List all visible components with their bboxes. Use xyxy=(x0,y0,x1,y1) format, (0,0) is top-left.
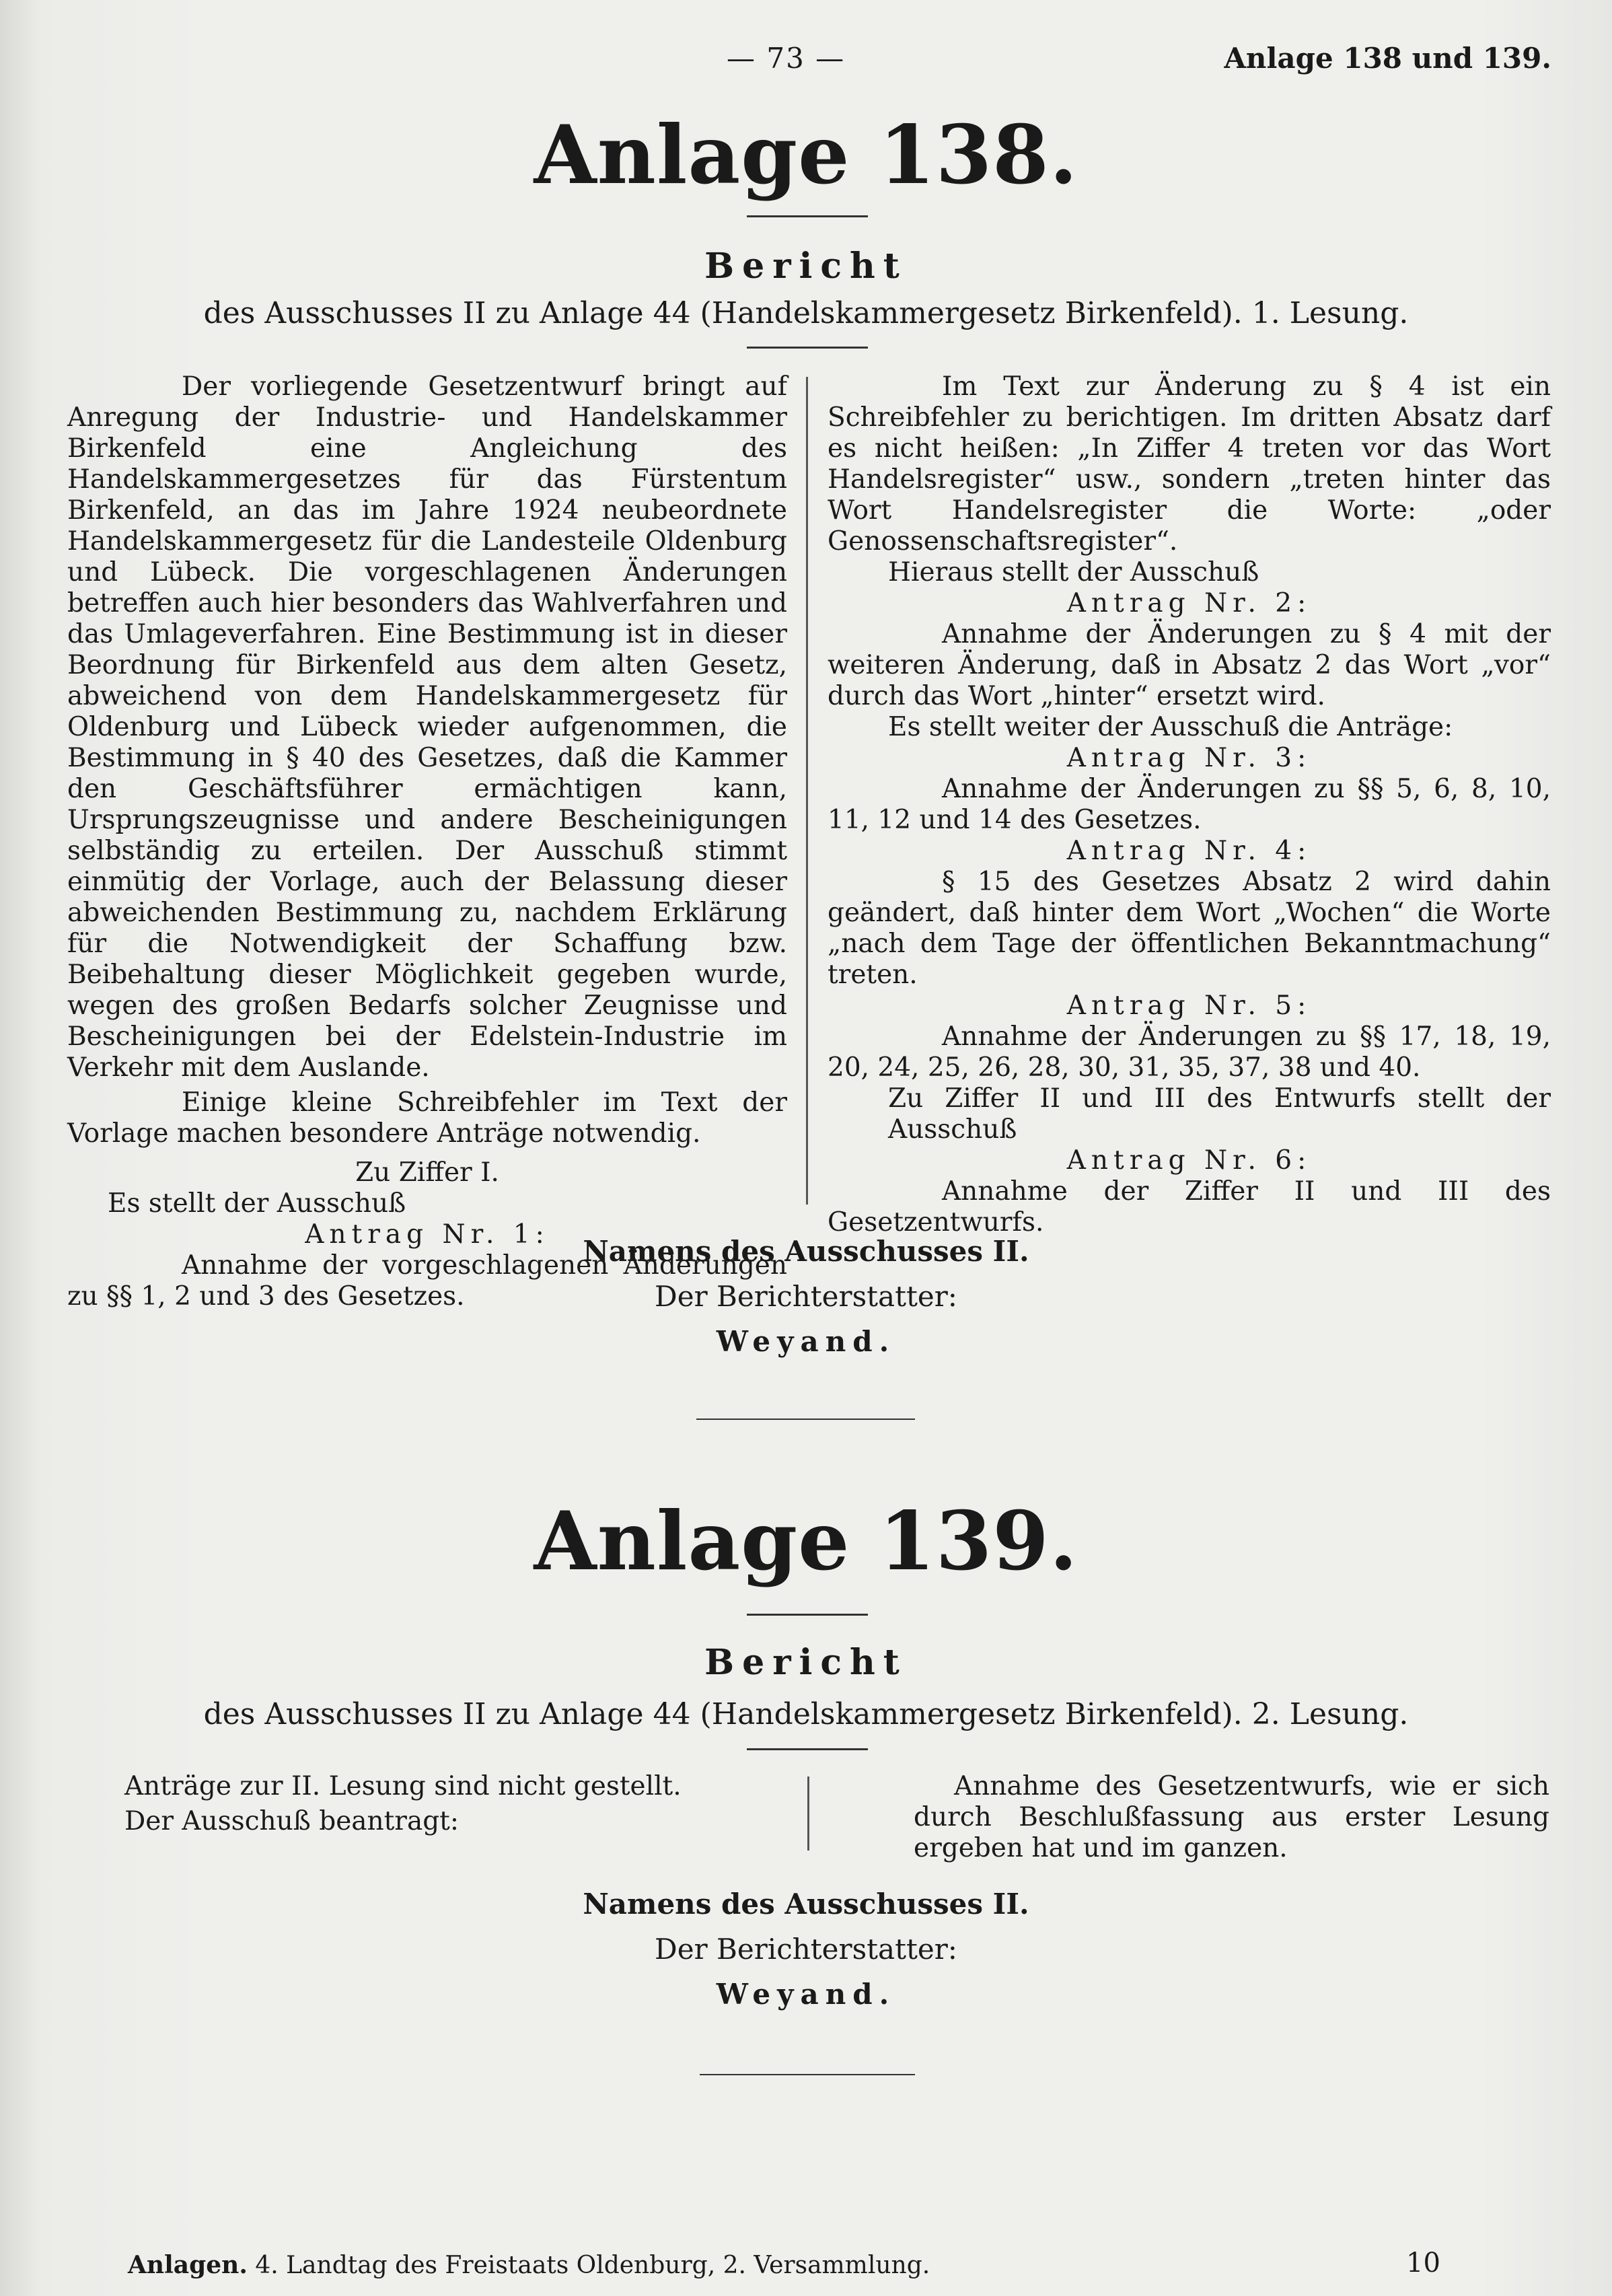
title-rule xyxy=(747,1614,868,1616)
antrag-text: Annahme der Änderungen zu § 4 mit der weiteren Änderung, daß in Absatz 2 das Wort „vor“ durch das Wort „hinter“ ersetzt wird. xyxy=(828,619,1551,711)
section-separator xyxy=(696,1419,915,1420)
subtitle-rule xyxy=(747,1748,868,1750)
paragraph: Der Ausschuß beantragt: xyxy=(124,1806,459,1836)
signature-namens: Namens des Ausschusses II. xyxy=(583,1235,1029,1268)
anlage-139-left-column xyxy=(124,1771,791,1837)
paragraph: Annahme des Gesetzentwurfs, wie er sich durch Beschlußfassung aus erster Lesung ergeben hat und im ganzen. xyxy=(914,1771,1549,1863)
footer-text: 4. Landtag des Freistaats Oldenburg, 2. Versammlung. xyxy=(255,2252,930,2279)
paragraph: Es stellt der Ausschuß xyxy=(108,1188,406,1219)
page-number: — 73 — xyxy=(727,42,846,75)
signature-role: Der Berichterstatter: xyxy=(655,1280,957,1313)
subtitle-rule xyxy=(747,347,868,349)
footer-label: Anlagen. xyxy=(128,2251,248,2279)
antrag-heading: Antrag Nr. 5: xyxy=(1066,991,1312,1021)
antrag-text: Annahme der Änderungen zu §§ 17, 18, 19, 20, 24, 25, 26, 28, 30, 31, 35, 37, 38 und 40. xyxy=(828,1021,1551,1083)
anlage-138-left-column xyxy=(67,371,787,1312)
signature-role: Der Berichterstatter: xyxy=(655,1933,957,1966)
antrag-heading: Antrag Nr. 3: xyxy=(1066,743,1312,773)
running-title: Anlage 138 und 139. xyxy=(1224,42,1551,75)
antrag-heading: Antrag Nr. 1: xyxy=(305,1219,550,1250)
anlage-138-bericht: Bericht xyxy=(704,246,908,287)
signature-name: Weyand. xyxy=(716,1325,896,1358)
anlage-138-title: Anlage 138. xyxy=(534,108,1078,203)
antrag-heading: Antrag Nr. 4: xyxy=(1066,836,1312,866)
paragraph: Anträge zur II. Lesung sind nicht gestellt. xyxy=(124,1771,682,1801)
anlage-139-right-column xyxy=(914,1771,1549,1864)
antrag-heading: Antrag Nr. 2: xyxy=(1066,588,1312,618)
paragraph: Der vorliegende Gesetzentwurf bringt auf Anregung der Industrie- und Handelskammer Birkenfeld eine Angleichung des Handelskammergesetzes für das Fürstentum Birkenfeld, an das im Jahre 1924 neubeordnete Handelskammergesetz für die Landesteile Oldenburg und Lübeck. Die vorgeschlagenen Änderungen betreffen auch hier besonders das Wahlverfahren und das Umlageverfahren. Eine Bestimmung ist in dieser Beordnung für Birkenfeld aus dem alten Gesetz, abweichend von dem Handelskammergesetz für Oldenburg und Lübeck wieder aufgenommen, die Bestimmung in § 40 des Gesetzes, daß die Kammer den Geschäftsführer ermächtigen kann, Ursprungszeugnisse und andere Bescheinigungen selbständig zu erteilen. Der Ausschuß stimmt einmütig der Vorlage, auch der Belassung dieser abweichenden Bestimmung zu, nachdem Erklärung für die Notwendigkeit der Schaffung bzw. Beibehaltung dieser Möglichkeit gegeben wurde, wegen des großen Bedarfs solcher Zeugnisse und Bescheinigungen bei der Edelstein-Industrie im Verkehr mit dem Auslande. xyxy=(67,371,787,1083)
paragraph: Es stellt weiter der Ausschuß die Anträge: xyxy=(888,712,1453,742)
antrag-text: Annahme der vorgeschlagenen Änderungen zu §§ 1, 2 und 3 des Gesetzes. xyxy=(67,1250,787,1312)
antrag-heading: Antrag Nr. 6: xyxy=(1066,1145,1312,1176)
anlage-139-subtitle: des Ausschusses II zu Anlage 44 (Handelskammergesetz Birkenfeld). 2. Lesung. xyxy=(203,1697,1409,1731)
paragraph: Zu Ziffer II und III des Entwurfs stellt der Ausschuß xyxy=(888,1083,1551,1145)
sheet-number: 10 xyxy=(1406,2248,1440,2279)
antrag-text: Annahme der Änderungen zu §§ 5, 6, 8, 10, 11, 12 und 14 des Gesetzes. xyxy=(828,774,1551,835)
signature-name: Weyand. xyxy=(716,1978,896,2011)
paragraph: Hieraus stellt der Ausschuß xyxy=(888,557,1259,587)
anlage-138-right-column xyxy=(828,371,1551,1238)
anlage-139-title: Anlage 139. xyxy=(534,1494,1078,1589)
section-heading: Zu Ziffer I. xyxy=(355,1157,499,1188)
section-separator xyxy=(700,2074,915,2075)
signature-block xyxy=(0,1888,1612,2011)
column-divider xyxy=(807,1777,809,1851)
column-divider xyxy=(806,377,808,1205)
footer xyxy=(128,2251,930,2279)
signature-namens: Namens des Ausschusses II. xyxy=(583,1888,1029,1921)
title-rule xyxy=(747,215,868,217)
antrag-text: Annahme der Ziffer II und III des Gesetzentwurfs. xyxy=(828,1176,1551,1237)
anlage-139-bericht: Bericht xyxy=(704,1642,908,1683)
signature-block xyxy=(0,1235,1612,1358)
paragraph: Im Text zur Änderung zu § 4 ist ein Schreibfehler zu berichtigen. Im dritten Absatz darf es nicht heißen: „In Ziffer 4 treten vor das Wort Handelsregister“ usw., sondern „treten hinter das Wort Handelsregister die Worte: „oder Genossenschaftsregister“. xyxy=(828,371,1551,557)
anlage-138-subtitle: des Ausschusses II zu Anlage 44 (Handelskammergesetz Birkenfeld). 1. Lesung. xyxy=(203,296,1409,330)
antrag-text: § 15 des Gesetzes Absatz 2 wird dahin geändert, daß hinter dem Wort „Wochen“ die Worte „nach dem Tage der öffentlichen Bekanntmachung“ treten. xyxy=(828,867,1551,990)
paragraph: Einige kleine Schreibfehler im Text der Vorlage machen besondere Anträge notwendig. xyxy=(67,1087,787,1149)
